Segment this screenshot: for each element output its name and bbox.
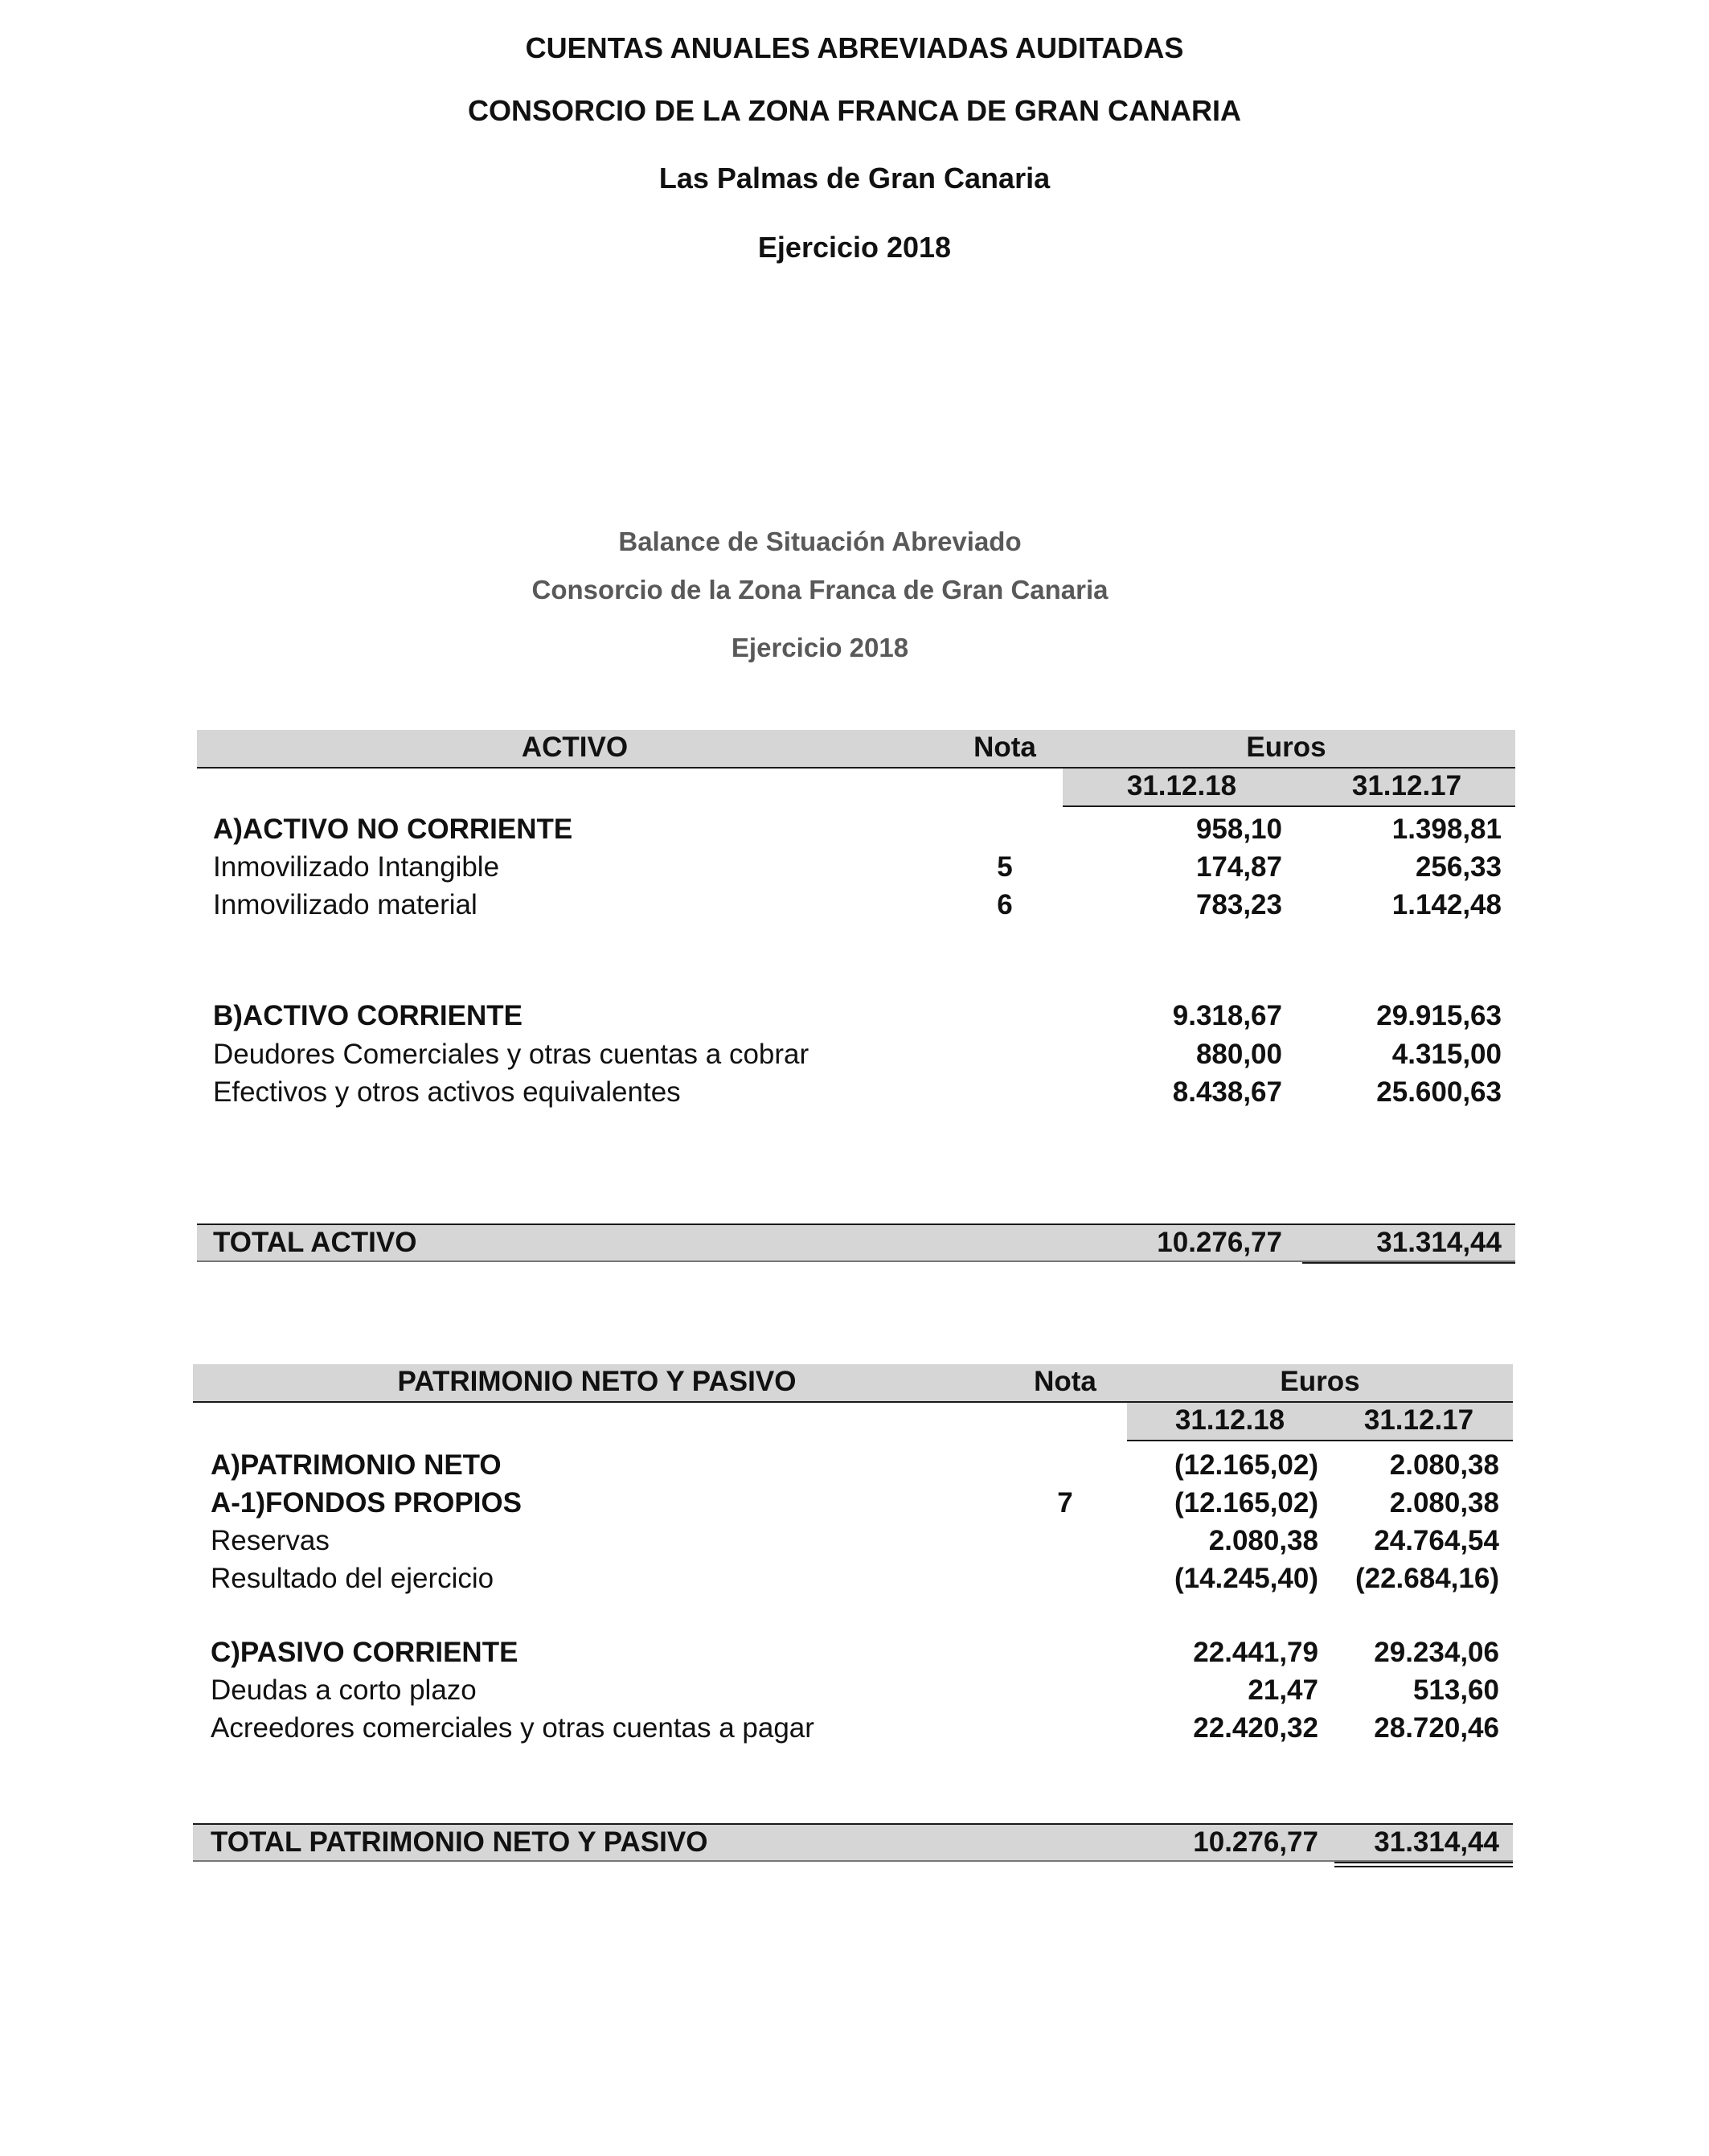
fiscal-year: Ejercicio 2018 — [757, 231, 952, 264]
activo-row-label: Inmovilizado Intangible — [213, 851, 500, 883]
activo-row-value-2018: 9.318,67 — [1172, 1000, 1282, 1031]
activo-row-value-2018: 880,00 — [1195, 1039, 1282, 1070]
document-title: CUENTAS ANUALES ABREVIADAS AUDITADAS — [525, 31, 1184, 64]
activo-row-nota: 6 — [997, 889, 1013, 920]
activo-row-label: Efectivos y otros activos equivalentes — [213, 1076, 681, 1108]
pasivo-heading: PATRIMONIO NETO Y PASIVO — [397, 1366, 797, 1397]
pasivo-row-label: A-1)FONDOS PROPIOS — [211, 1487, 522, 1519]
activo-row-label: Inmovilizado material — [213, 889, 477, 920]
pasivo-total-double-rule-1 — [1334, 1862, 1513, 1863]
activo-row-label: A)ACTIVO NO CORRIENTE — [213, 814, 573, 845]
pasivo-nota-label: Nota — [1034, 1366, 1096, 1397]
balance-entity: Consorcio de la Zona Franca de Gran Canaria — [531, 575, 1109, 605]
activo-heading: ACTIVO — [521, 732, 629, 763]
pasivo-row-value-2018: 2.080,38 — [1208, 1525, 1318, 1556]
entity-name: CONSORCIO DE LA ZONA FRANCA DE GRAN CANARIA — [468, 94, 1241, 127]
pasivo-row-nota: 7 — [1057, 1487, 1073, 1519]
activo-col1-date: 31.12.18 — [1126, 770, 1237, 801]
activo-row-nota: 5 — [997, 851, 1013, 883]
balance-year: Ejercicio 2018 — [731, 633, 909, 662]
pasivo-row-value-2017: 2.080,38 — [1389, 1449, 1499, 1481]
pasivo-total-double-rule-2 — [1334, 1866, 1513, 1867]
pasivo-col2-date: 31.12.17 — [1363, 1404, 1474, 1436]
activo-row-value-2017: 4.315,00 — [1391, 1039, 1502, 1070]
pasivo-row-label: Deudas a corto plazo — [211, 1674, 477, 1706]
pasivo-row-value-2018: (14.245,40) — [1174, 1563, 1318, 1594]
pasivo-col1-date: 31.12.18 — [1174, 1404, 1285, 1436]
pasivo-row-label: Resultado del ejercicio — [211, 1563, 494, 1594]
pasivo-row-label: Reservas — [211, 1525, 330, 1556]
activo-row-value-2018: 783,23 — [1195, 889, 1282, 920]
city-name: Las Palmas de Gran Canaria — [658, 162, 1051, 195]
activo-row-value-2017: 1.142,48 — [1391, 889, 1502, 920]
activo-euros-label: Euros — [1246, 732, 1326, 763]
activo-row-value-2017: 256,33 — [1415, 851, 1502, 883]
pasivo-row-value-2018: 21,47 — [1248, 1674, 1318, 1706]
activo-row-value-2018: 174,87 — [1195, 851, 1282, 883]
pasivo-euros-label: Euros — [1280, 1366, 1360, 1397]
pasivo-row-value-2017: (22.684,16) — [1354, 1563, 1499, 1594]
activo-nota-label: Nota — [973, 732, 1036, 763]
pasivo-total-2018: 10.276,77 — [1193, 1826, 1318, 1858]
pasivo-total-bottom-rule — [193, 1860, 1513, 1862]
pasivo-row-label: A)PATRIMONIO NETO — [211, 1449, 502, 1481]
activo-total-2017: 31.314,44 — [1376, 1227, 1502, 1258]
pasivo-row-label: Acreedores comerciales y otras cuentas a pagar — [211, 1712, 814, 1744]
pasivo-row-label: C)PASIVO CORRIENTE — [211, 1637, 518, 1668]
activo-row-value-2018: 8.438,67 — [1172, 1076, 1282, 1108]
pasivo-row-value-2018: 22.441,79 — [1193, 1637, 1318, 1668]
activo-total-label: TOTAL ACTIVO — [213, 1227, 417, 1258]
activo-col2-date: 31.12.17 — [1351, 770, 1462, 801]
pasivo-total-label: TOTAL PATRIMONIO NETO Y PASIVO — [211, 1826, 708, 1858]
activo-row-label: B)ACTIVO CORRIENTE — [213, 1000, 523, 1031]
pasivo-row-value-2017: 513,60 — [1412, 1674, 1499, 1706]
activo-row-value-2017: 29.915,63 — [1376, 1000, 1502, 1031]
activo-row-value-2018: 958,10 — [1195, 814, 1282, 845]
pasivo-date-rule — [1127, 1440, 1513, 1441]
pasivo-total-2017: 31.314,44 — [1374, 1826, 1499, 1858]
pasivo-row-value-2017: 28.720,46 — [1374, 1712, 1499, 1744]
activo-row-value-2017: 1.398,81 — [1391, 814, 1502, 845]
pasivo-row-value-2017: 24.764,54 — [1374, 1525, 1499, 1556]
activo-date-rule — [1063, 805, 1515, 807]
activo-row-label: Deudores Comerciales y otras cuentas a cobrar — [213, 1039, 809, 1070]
activo-total-double-rule — [1302, 1262, 1515, 1264]
pasivo-row-value-2018: 22.420,32 — [1193, 1712, 1318, 1744]
pasivo-row-value-2017: 29.234,06 — [1374, 1637, 1499, 1668]
balance-title: Balance de Situación Abreviado — [618, 527, 1022, 556]
pasivo-row-value-2018: (12.165,02) — [1174, 1449, 1318, 1481]
pasivo-row-value-2018: (12.165,02) — [1174, 1487, 1318, 1519]
pasivo-row-value-2017: 2.080,38 — [1389, 1487, 1499, 1519]
activo-row-value-2017: 25.600,63 — [1376, 1076, 1502, 1108]
activo-total-2018: 10.276,77 — [1157, 1227, 1282, 1258]
